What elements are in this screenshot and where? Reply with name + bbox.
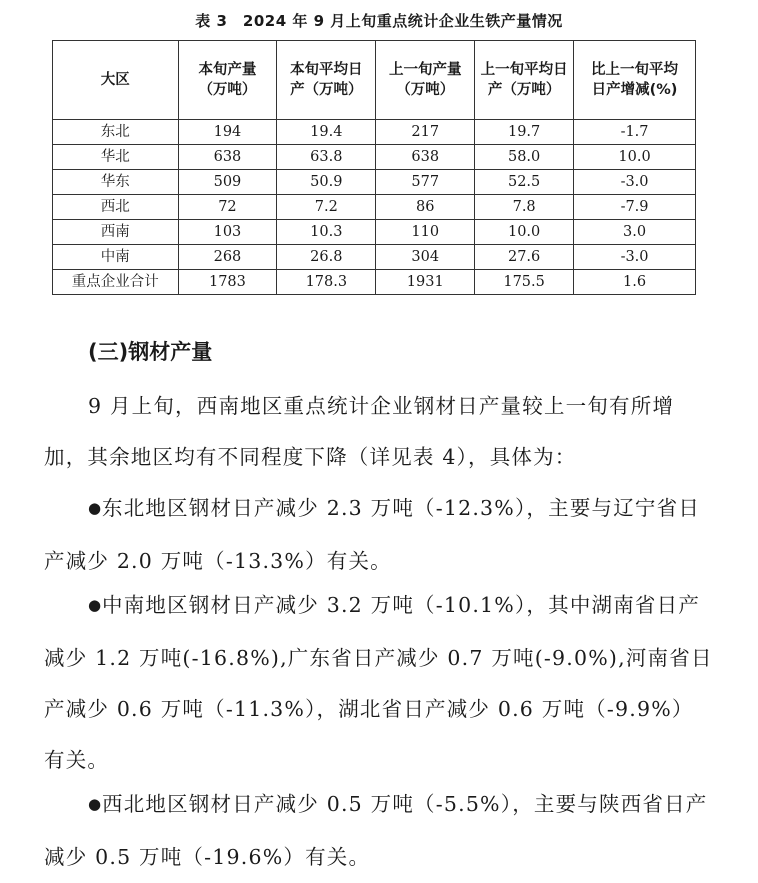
table-row	[53, 195, 696, 220]
cell-current-output: 638	[178, 145, 277, 170]
cell-current-output: 72	[178, 195, 277, 220]
bullet-paragraph-central-south	[44, 580, 714, 786]
cell-daily-change-pct: 3.0	[574, 220, 696, 245]
cell-daily-change-pct: -3.0	[574, 170, 696, 195]
table-row	[53, 170, 696, 195]
table-caption: 表 3 2024 年 9 月上旬重点统计企业生铁产量情况	[195, 12, 563, 30]
header-daily-change-pct: 比上一旬平均日产增减(%)	[574, 41, 696, 120]
cell-daily-change-pct: -7.9	[574, 195, 696, 220]
cell-region: 华东	[53, 170, 179, 195]
cell-previous-daily-avg: 27.6	[475, 245, 574, 270]
cell-current-daily-avg: 178.3	[277, 270, 376, 295]
intro-text: 9 月上旬，西南地区重点统计企业钢材日产量较上一旬有所增加，其余地区均有不同程度下降（详见表 4），具体为：	[44, 394, 675, 469]
cell-current-daily-avg: 10.3	[277, 220, 376, 245]
cell-current-daily-avg: 50.9	[277, 170, 376, 195]
bullet-paragraph-northeast	[44, 483, 714, 587]
cell-current-daily-avg: 19.4	[277, 120, 376, 145]
table-total-row	[53, 270, 696, 295]
table-row	[53, 120, 696, 145]
bullet-text: 东北地区钢材日产减少 2.3 万吨（-12.3%），主要与辽宁省日产减少 2.0 万吨（-13.3%）有关。	[44, 496, 701, 573]
cell-region: 华北	[53, 145, 179, 170]
cell-region: 中南	[53, 245, 179, 270]
table-row	[53, 245, 696, 270]
bullet-text: 西北地区钢材日产减少 0.5 万吨（-5.5%），主要与陕西省日产减少 0.5 万吨（-19.6%）有关。	[44, 792, 708, 869]
cell-current-output: 268	[178, 245, 277, 270]
cell-region: 重点企业合计	[53, 270, 179, 295]
pig-iron-output-table	[52, 40, 696, 295]
cell-previous-daily-avg: 10.0	[475, 220, 574, 245]
cell-previous-output: 86	[376, 195, 475, 220]
bullet-icon	[88, 580, 102, 633]
table-row	[53, 145, 696, 170]
header-current-daily-avg: 本旬平均日产（万吨）	[277, 41, 376, 120]
bullet-icon	[88, 483, 102, 536]
cell-current-output: 103	[178, 220, 277, 245]
cell-previous-daily-avg: 58.0	[475, 145, 574, 170]
cell-current-daily-avg: 26.8	[277, 245, 376, 270]
bullet-text: 中南地区钢材日产减少 3.2 万吨（-10.1%），其中湖南省日产减少 1.2 万吨(-16.8%),广东省日产减少 0.7 万吨(-9.0%),河南省日产减少 0.6 万吨（-11.3%），湖北省日产减少 0.6 万吨（-9.9%）有关。	[44, 593, 713, 772]
cell-previous-output: 304	[376, 245, 475, 270]
table-header-row	[53, 41, 696, 120]
cell-previous-output: 217	[376, 120, 475, 145]
header-previous-output: 上一旬产量（万吨）	[376, 41, 475, 120]
cell-daily-change-pct: -3.0	[574, 245, 696, 270]
header-current-output: 本旬产量（万吨）	[178, 41, 277, 120]
cell-previous-daily-avg: 175.5	[475, 270, 574, 295]
cell-previous-daily-avg: 52.5	[475, 170, 574, 195]
cell-current-output: 1783	[178, 270, 277, 295]
cell-region: 西北	[53, 195, 179, 220]
cell-previous-output: 577	[376, 170, 475, 195]
cell-daily-change-pct: 10.0	[574, 145, 696, 170]
cell-region: 东北	[53, 120, 179, 145]
cell-current-output: 509	[178, 170, 277, 195]
cell-current-output: 194	[178, 120, 277, 145]
cell-current-daily-avg: 7.2	[277, 195, 376, 220]
cell-region: 西南	[53, 220, 179, 245]
cell-previous-output: 110	[376, 220, 475, 245]
cell-daily-change-pct: 1.6	[574, 270, 696, 295]
table-row	[53, 220, 696, 245]
cell-previous-daily-avg: 19.7	[475, 120, 574, 145]
bullet-icon	[88, 779, 102, 832]
header-previous-daily-avg: 上一旬平均日产（万吨）	[475, 41, 574, 120]
cell-current-daily-avg: 63.8	[277, 145, 376, 170]
cell-previous-output: 1931	[376, 270, 475, 295]
cell-previous-daily-avg: 7.8	[475, 195, 574, 220]
bullet-paragraph-northwest	[44, 779, 714, 883]
intro-paragraph	[44, 381, 714, 483]
cell-daily-change-pct: -1.7	[574, 120, 696, 145]
cell-previous-output: 638	[376, 145, 475, 170]
header-region: 大区	[53, 41, 179, 120]
section-title: (三)钢材产量	[88, 340, 213, 364]
